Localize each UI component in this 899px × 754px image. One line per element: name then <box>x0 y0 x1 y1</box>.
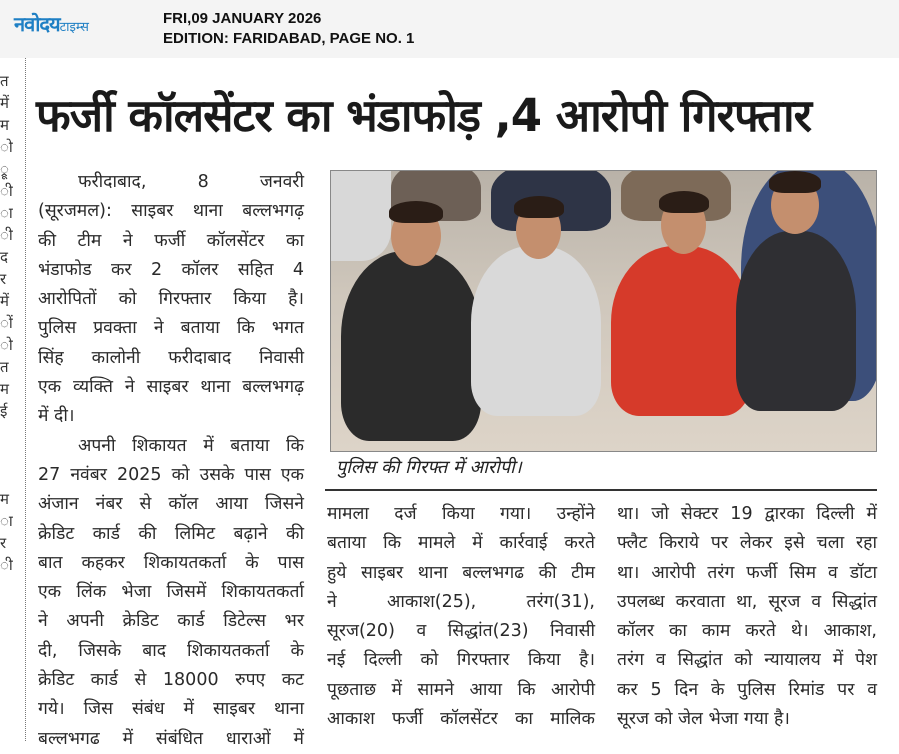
text-line: बताया कि मामले में कार्रवाई करते <box>327 533 595 554</box>
fragment-char: र <box>0 534 7 552</box>
fragment-char: ी <box>0 226 13 244</box>
issue-date: FRI,09 JANUARY 2026 <box>163 10 322 27</box>
column-divider <box>25 58 26 741</box>
text-line: पुलिस प्रवक्ता ने बताया कि भगत <box>38 318 304 339</box>
text-line: नई दिल्ली को गिरफ्तार किया है। <box>327 650 595 671</box>
fragment-char: म <box>0 380 9 398</box>
fragment-char: में <box>0 94 9 112</box>
text-line: मामला दर्ज किया गया। उन्होंने <box>327 504 595 524</box>
text-line: उपलब्ध करवाता था, सूरज व सिद्धांत <box>617 591 877 612</box>
text-line: गये। जिस संबंध में साइबर थाना <box>38 699 304 720</box>
text-line: था। आरोपी तरंग फर्जी सिम व डॉटा <box>617 562 877 583</box>
text-line: पूछताछ में सामने आया कि आरोपी <box>327 679 595 700</box>
fragment-char: ा <box>0 204 13 222</box>
dateline <box>163 9 414 49</box>
article-column-2 <box>327 500 595 734</box>
fragment-char: म <box>0 116 9 134</box>
person-2 <box>471 246 601 416</box>
text-line: था। जो सेक्टर 19 द्वारका दिल्ली में <box>617 504 877 524</box>
person-4 <box>736 231 856 411</box>
article-column-1 <box>38 168 304 754</box>
text-line: क्रेडिट कार्ड से 18000 रुपए कट <box>38 670 304 691</box>
text-line: एक व्यक्ति ने साइबर थाना बल्लभगढ़ <box>38 377 304 398</box>
text-line: फ्लैट किराये पर लेकर इसे चला रहा <box>617 533 877 554</box>
headline: फर्जी कॉलसेंटर का भंडाफोड़ ,4 आरोपी गिरफ्तार <box>36 89 812 142</box>
text-line: ने आकाश(25), तरंग(31), <box>327 591 595 612</box>
newspaper-logo <box>14 10 89 37</box>
logo-text: नवोदय <box>14 12 60 36</box>
text-line: सिंह कालोनी फरीदाबाद निवासी <box>38 347 304 368</box>
text-line: कॉलर का काम करते थे। आकाश, <box>617 621 877 642</box>
fragment-char: में <box>0 292 9 310</box>
caption-rule <box>325 489 877 491</box>
news-photo <box>330 170 877 452</box>
text-line: सूरज(20) व सिद्धांत(23) निवासी <box>327 621 595 642</box>
fragment-char: ्रू <box>0 160 9 178</box>
text-line: बात कहकर शिकायतकर्ता के पास <box>38 552 304 573</box>
text-line: कर 5 दिन के पुलिस रिमांड पर व <box>617 679 877 700</box>
text-line: (सूरजमल): साइबर थाना बल्लभगढ़ <box>38 201 304 222</box>
photo-caption: पुलिस की गिरफ्त में आरोपी। <box>336 457 522 478</box>
text-line: आकाश फर्जी कॉलसेंटर का मालिक <box>327 709 595 730</box>
fragment-char: द <box>0 248 8 266</box>
person-1 <box>341 251 481 441</box>
text-line: बल्लभगढ में संबंधित धाराओं में <box>38 728 304 749</box>
text-line: आरोपितों को गिरफ्तार किया है। <box>38 289 304 310</box>
fragment-char: ो <box>0 138 13 156</box>
text-line: ने अपनी क्रेडिट कार्ड डिटेल्स भर <box>38 611 304 632</box>
adjacent-article-fragment <box>0 70 18 576</box>
text-line: में दी। <box>38 406 75 427</box>
logo-suffix: टाइम्स <box>59 20 89 35</box>
fragment-char <box>0 422 18 444</box>
fragment-char: ी <box>0 182 13 200</box>
text-line: हुये साइबर थाना बल्लभगढ की टीम <box>327 562 595 583</box>
fragment-char: ी <box>0 556 13 574</box>
text-line: दी, जिसके बाद शिकायतकर्ता के <box>38 640 304 661</box>
car-shape <box>331 171 391 261</box>
fragment-char: ा <box>0 512 13 530</box>
person-3 <box>611 246 751 416</box>
text-line: क्रेडिट कार्ड की लिमिट बढ़ाने की <box>38 523 304 544</box>
text-line: की टीम ने फर्जी कॉलसेंटर का <box>38 230 304 251</box>
fragment-char: त <box>0 72 9 90</box>
text-line: फरीदाबाद, 8 जनवरी <box>78 172 304 192</box>
text-line: तरंग व सिद्धांत को न्यायालय में पेश <box>617 650 877 671</box>
text-line: भंडाफोड कर 2 कॉलर सहित 4 <box>38 259 304 280</box>
fragment-char: ों <box>0 314 13 332</box>
text-line: सूरज को जेल भेजा गया है। <box>617 709 790 730</box>
fragment-char <box>0 466 18 488</box>
fragment-char <box>0 444 18 466</box>
fragment-char: र <box>0 270 7 288</box>
text-line: 27 नवंबर 2025 को उसके पास एक <box>38 464 304 485</box>
article-column-3 <box>617 500 877 734</box>
text-line: अपनी शिकायत में बताया कि <box>78 435 304 456</box>
text-line: अंजान नंबर से कॉल आया जिसने <box>38 494 304 515</box>
fragment-char: ो <box>0 336 13 354</box>
fragment-char: ई <box>0 402 8 420</box>
edition-info: EDITION: FARIDABAD, PAGE NO. 1 <box>163 30 415 47</box>
fragment-char: म <box>0 490 9 508</box>
masthead-bar <box>0 0 899 58</box>
fragment-char: त <box>0 358 9 376</box>
text-line: एक लिंक भेजा जिसमें शिकायतकर्ता <box>38 582 304 603</box>
